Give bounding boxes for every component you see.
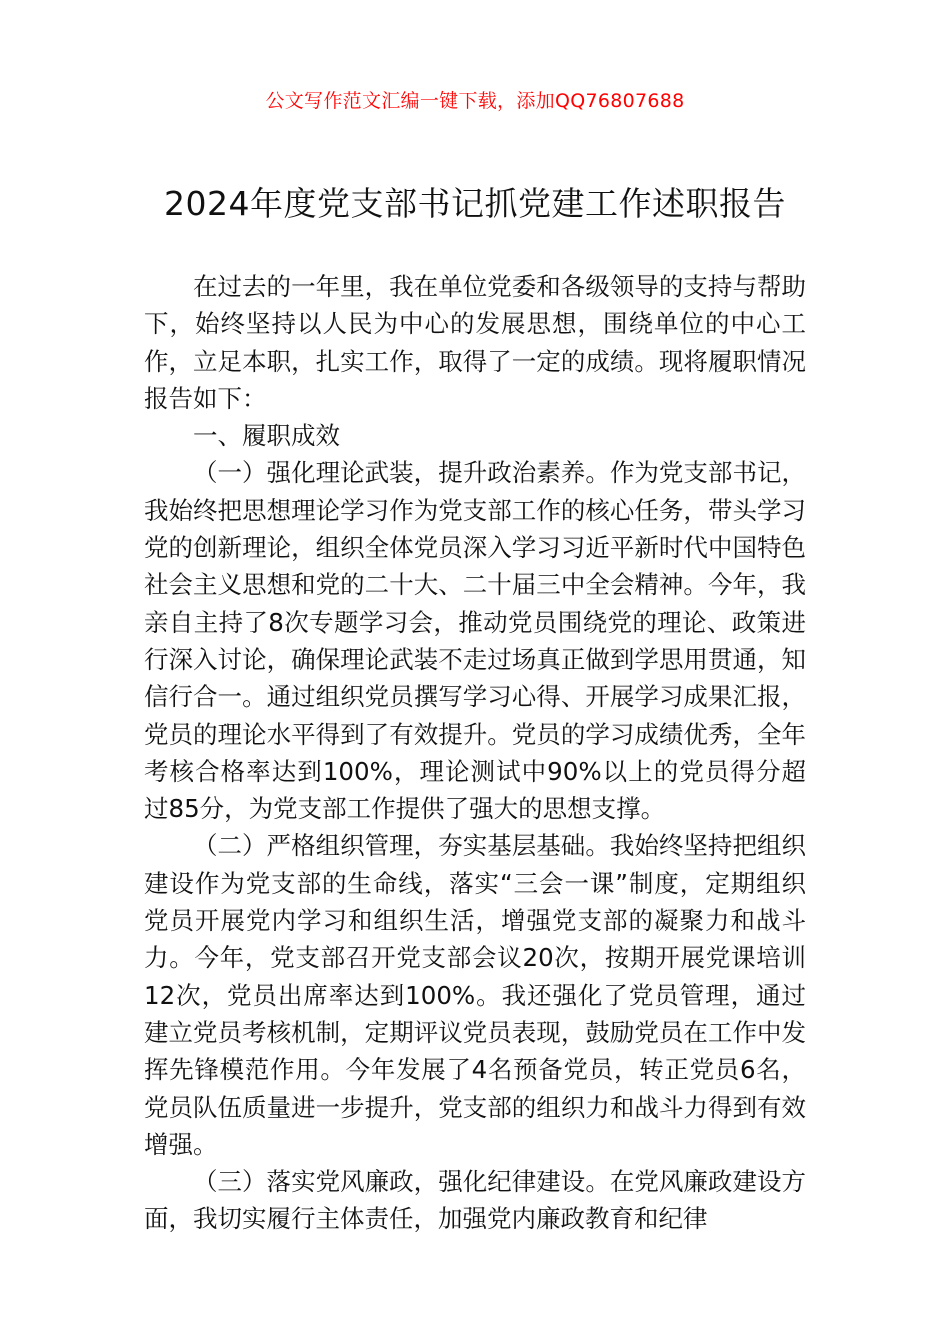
report-body bbox=[144, 268, 806, 1238]
page-title: 2024年度党支部书记抓党建工作述职报告 bbox=[164, 184, 786, 223]
paragraph-organization: （二）严格组织管理，夯实基层基础。我始终坚持把组织建设作为党支部的生命线，落实“三会一课”制度，定期组织党员开展党内学习和组织生活，增强党支部的凝聚力和战斗力。今年，党支部召开党支部会议20次，按期开展党课培训12次，党员出席率达到100%。我还强化了党员管理，通过建立党员考核机制，定期评议党员表现，鼓励党员在工作中发挥先锋模范作用。今年发展了4名预备党员，转正党员6名，党员队伍质量进一步提升，党支部的组织力和战斗力得到有效增强。 bbox=[144, 831, 806, 1159]
paragraph-discipline: （三）落实党风廉政，强化纪律建设。在党风廉政建设方面，我切实履行主体责任，加强党内廉政教育和纪律 bbox=[144, 1167, 806, 1234]
intro-paragraph: 在过去的一年里，我在单位党委和各级领导的支持与帮助下，始终坚持以人民为中心的发展思想，围绕单位的中心工作，立足本职，扎实工作，取得了一定的成绩。现将履职情况报告如下： bbox=[144, 272, 806, 413]
download-notice: 公文写作范文汇编一键下载，添加QQ76807688 bbox=[265, 90, 685, 112]
section-heading: 一、履职成效 bbox=[193, 421, 340, 451]
paragraph-theory-study: （一）强化理论武装，提升政治素养。作为党支部书记，我始终把思想理论学习作为党支部工作的核心任务，带头学习党的创新理论，组织全体党员深入学习习近平新时代中国特色社会主义思想和党的二十大、二十届三中全会精神。今年，我亲自主持了8次专题学习会，推动党员围绕党的理论、政策进行深入讨论，确保理论武装不走过场真正做到学思用贯通，知信行合一。通过组织党员撰写学习心得、开展学习成果汇报，党员的理论水平得到了有效提升。党员的学习成绩优秀，全年考核合格率达到100%，理论测试中90%以上的党员得分超过85分，为党支部工作提供了强大的思想支撑。 bbox=[144, 458, 806, 824]
